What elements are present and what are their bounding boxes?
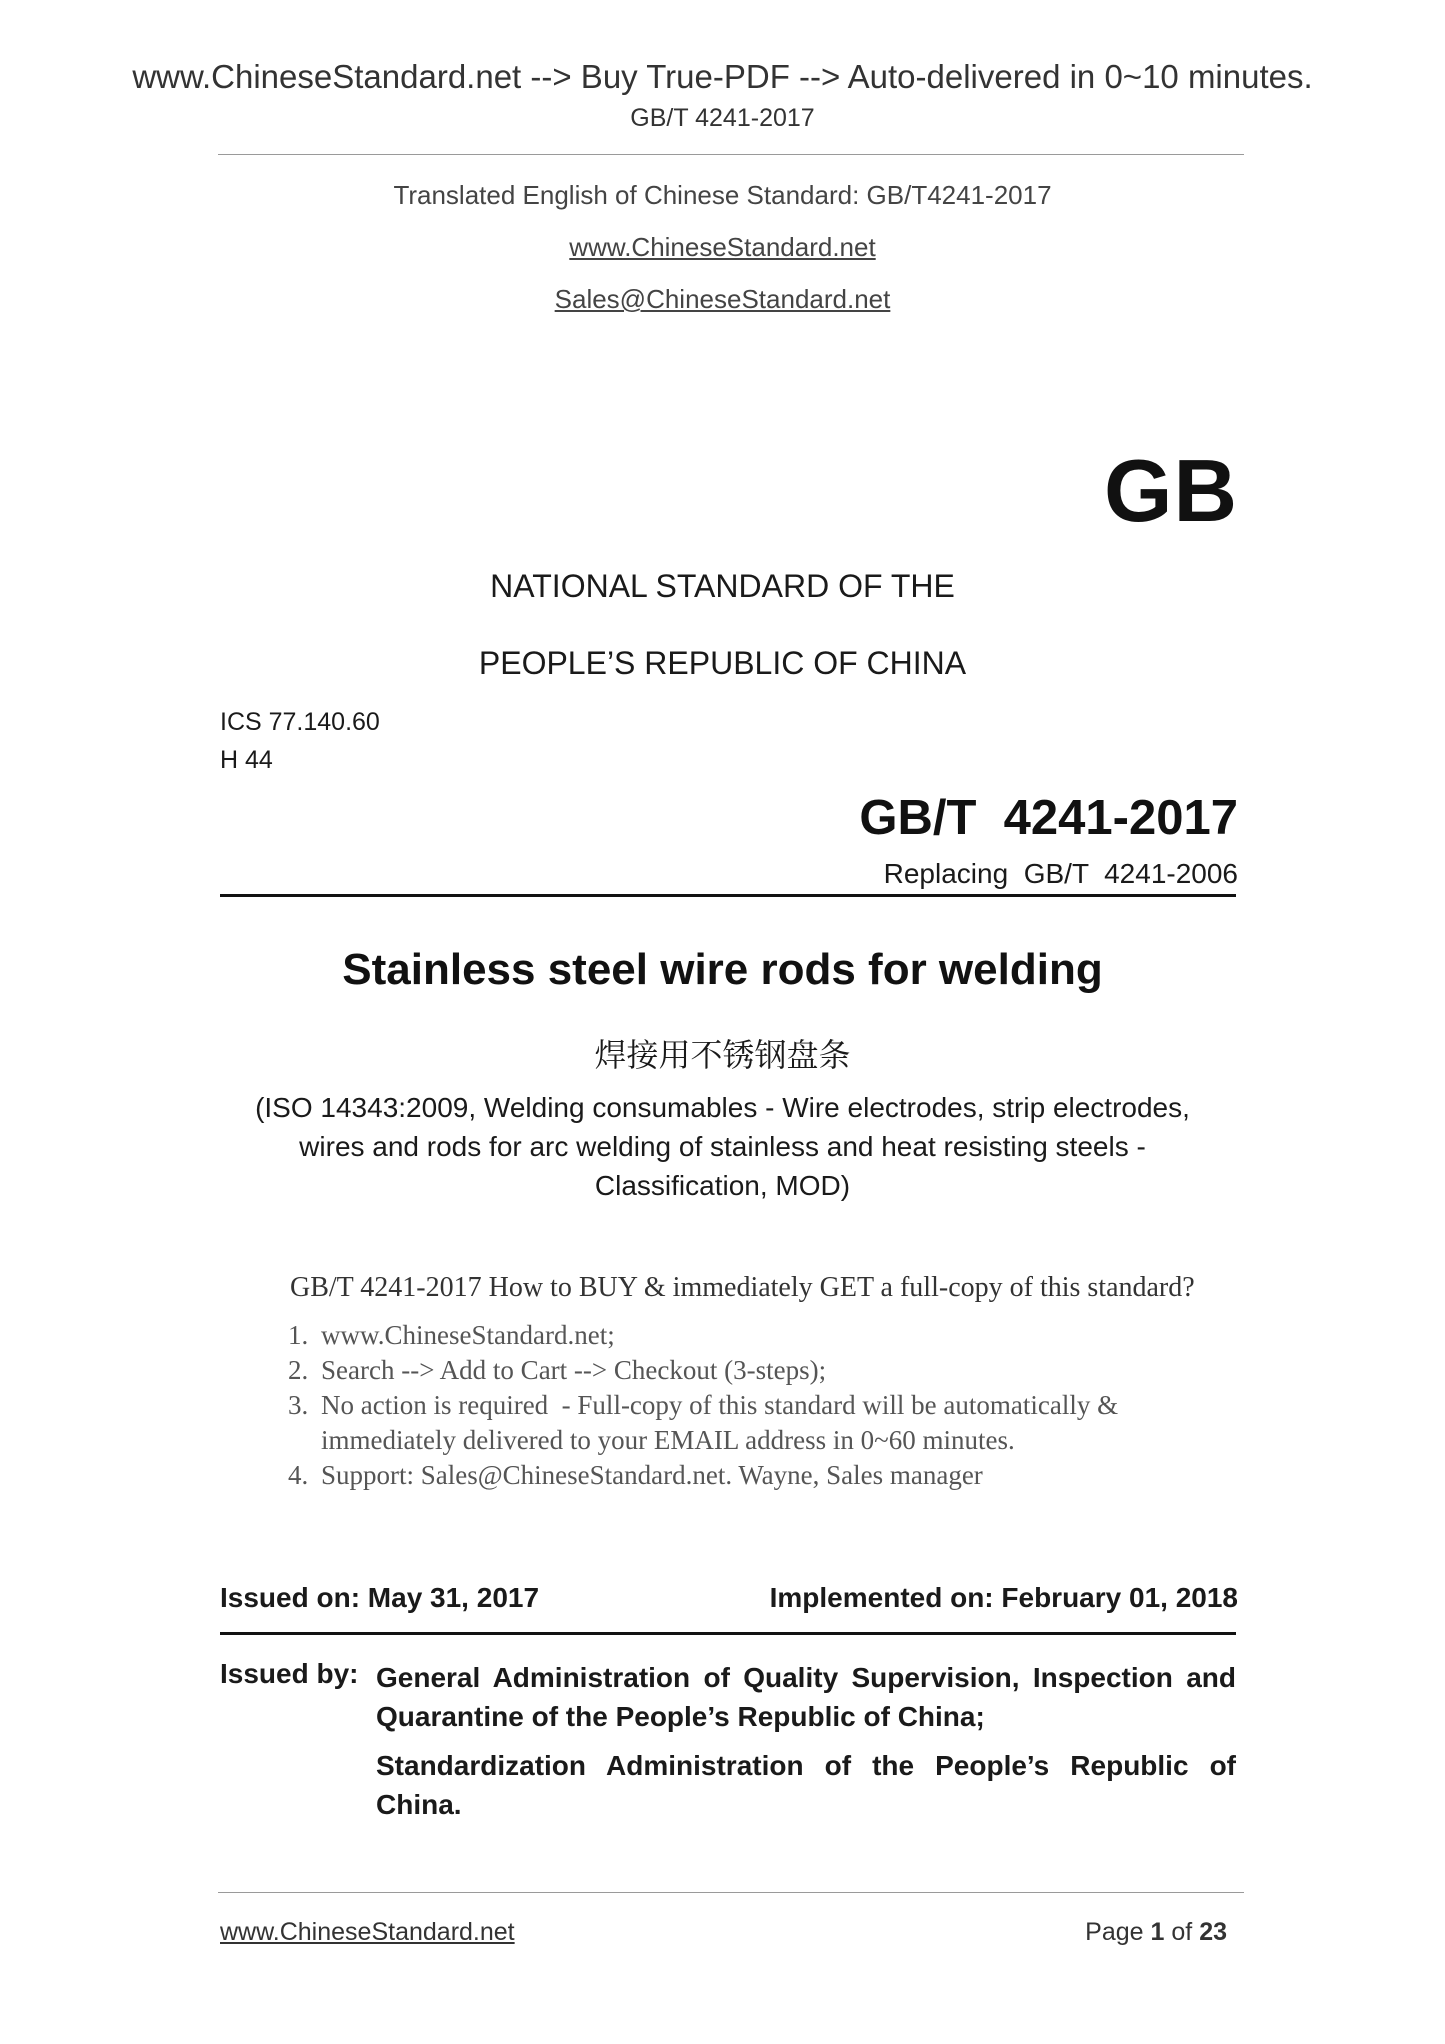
national-standard-line1: NATIONAL STANDARD OF THE [490,568,955,604]
dates-divider [220,1632,1236,1635]
page-of: of [1171,1918,1193,1946]
standard-number: GB/T 4241-2017 [859,791,1238,845]
chinese-title: 焊接用不锈钢盘条 [594,1037,851,1073]
page-total: 23 [1199,1918,1227,1946]
page-prefix: Page [1085,1918,1144,1946]
replacing-standard: Replacing GB/T 4241-2006 [883,858,1238,889]
issued-date: Issued on: May 31, 2017 [220,1582,540,1613]
page-current: 1 [1150,1918,1165,1946]
iso-reference: (ISO 14343:2009, Welding consumables - Wire electrodes, strip electrodes, wires and rods for arc welding of stainless and heat resisting steels - Classification, MOD) [255,1092,1190,1201]
issued-by-body2: Standardization Administration of the People’s Republic of China. [376,1750,1236,1820]
website-link-row [0,232,1445,263]
h-code: H 44 [220,746,273,774]
footer-divider [218,1892,1244,1893]
page-number [1085,1918,1227,1947]
document-title: Stainless steel wire rods for welding [342,945,1103,994]
purchase-question: GB/T 4241-2017 How to BUY & immediately GET a full-copy of this standard? [290,1272,1195,1303]
step-number: 4. [288,1460,309,1490]
step-number: 2. [288,1355,309,1385]
header-divider [218,154,1244,155]
header-standard-code: GB/T 4241-2017 [630,104,815,132]
ics-code: ICS 77.140.60 [220,708,380,736]
purchase-steps-list [288,1318,1188,1493]
step-number: 3. [288,1390,309,1420]
step-text: www.ChineseStandard.net; [321,1320,615,1350]
step-text: Support: Sales@ChineseStandard.net. Wayne, Sales manager [321,1460,983,1490]
purchase-step [288,1388,1188,1458]
gb-logo: GB [1104,441,1238,540]
title-divider [220,894,1236,897]
email-link-row [0,284,1445,315]
footer-website-link[interactable]: www.ChineseStandard.net [220,1918,515,1946]
translation-line: Translated English of Chinese Standard: GB/T4241-2017 [393,180,1052,210]
website-link[interactable]: www.ChineseStandard.net [569,232,876,262]
purchase-step [288,1318,1188,1353]
purchase-step [288,1353,1188,1388]
step-text: Search --> Add to Cart --> Checkout (3-steps); [321,1355,827,1385]
issued-by-label: Issued by: [220,1658,359,1689]
header-banner: www.ChineseStandard.net --> Buy True-PDF --> Auto-delivered in 0~10 minutes. [132,58,1313,95]
issued-by-body1: General Administration of Quality Supervision, Inspection and Quarantine of the People’s Republic of China; [376,1662,1236,1732]
email-link[interactable]: Sales@ChineseStandard.net [554,284,891,314]
purchase-step [288,1458,1188,1493]
step-text: No action is required - Full-copy of this standard will be automatically & immediately delivered to your EMAIL address in 0~60 minutes. [321,1390,1125,1455]
implemented-date: Implemented on: February 01, 2018 [769,1582,1238,1613]
step-number: 1. [288,1320,309,1350]
national-standard-line2: PEOPLE’S REPUBLIC OF CHINA [478,645,967,681]
